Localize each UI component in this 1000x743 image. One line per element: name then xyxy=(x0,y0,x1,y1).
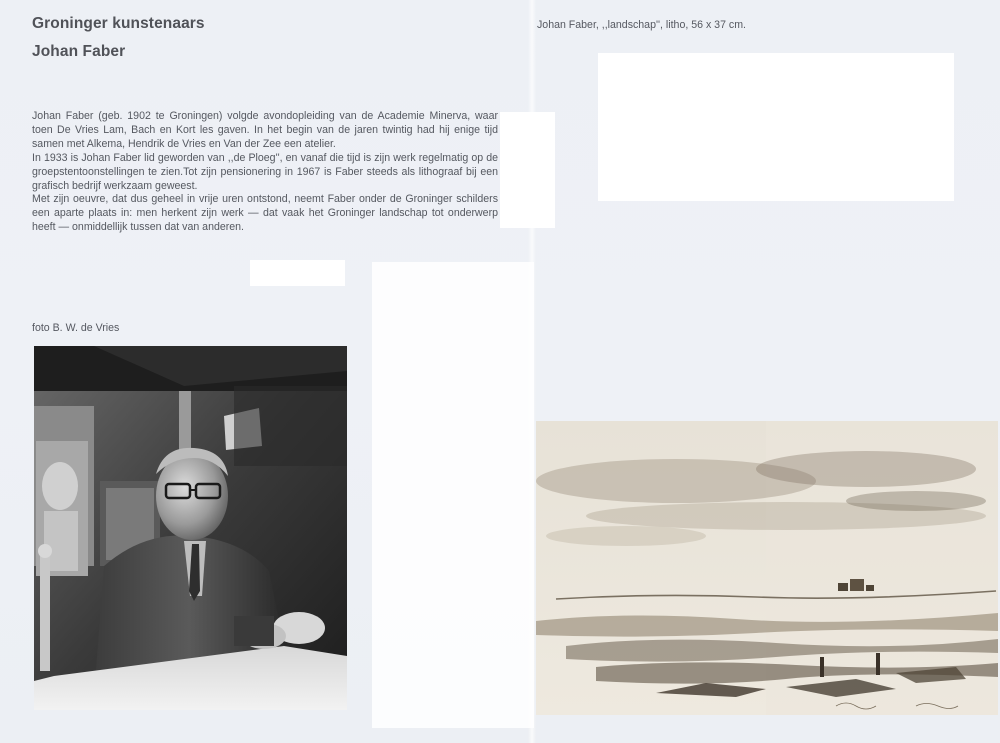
artist-name: Johan Faber xyxy=(32,43,126,60)
portrait-photo xyxy=(34,346,347,710)
section-heading: Groninger kunstenaars xyxy=(32,15,205,32)
artwork-icon xyxy=(536,421,998,715)
blank-patch xyxy=(372,262,534,728)
blank-patch xyxy=(500,112,555,228)
bio-paragraph: Met zijn oeuvre, dat dus geheel in vrije uren ontstond, neemt Faber onder de Groninger schilders een aparte plaats in: men herkent zijn werk — dat vaak het Groninger landschap tot onderwerp heeft — onmiddellijk tussen dat van anderen. xyxy=(32,193,498,234)
photo-credit: foto B. W. de Vries xyxy=(32,322,120,334)
photo-icon xyxy=(34,346,347,710)
blank-patch xyxy=(250,260,345,286)
blank-patch xyxy=(598,53,954,201)
artwork-caption: Johan Faber, ,,landschap'', litho, 56 x 37 cm. xyxy=(537,19,746,31)
artist-biography xyxy=(32,110,498,235)
bio-paragraph: Johan Faber (geb. 1902 te Groningen) volgde avondopleiding van de Academie Minerva, waar toen De Vries Lam, Bach en Kort les gaven. In het begin van de jaren twintig had hij enige tijd samen met Alkema, Hendrik de Vries en Van der Zee een atelier. xyxy=(32,110,498,150)
landscape-litho xyxy=(536,421,998,715)
bio-paragraph: In 1933 is Johan Faber lid geworden van ,,de Ploeg'', en vanaf die tijd is zijn werk regelmatig op de groepstentoonstellingen te zien.Tot zijn pensionering in 1967 is Faber steeds als lithograaf bij een grafisch bedrijf werkzaam geweest. xyxy=(32,151,498,192)
